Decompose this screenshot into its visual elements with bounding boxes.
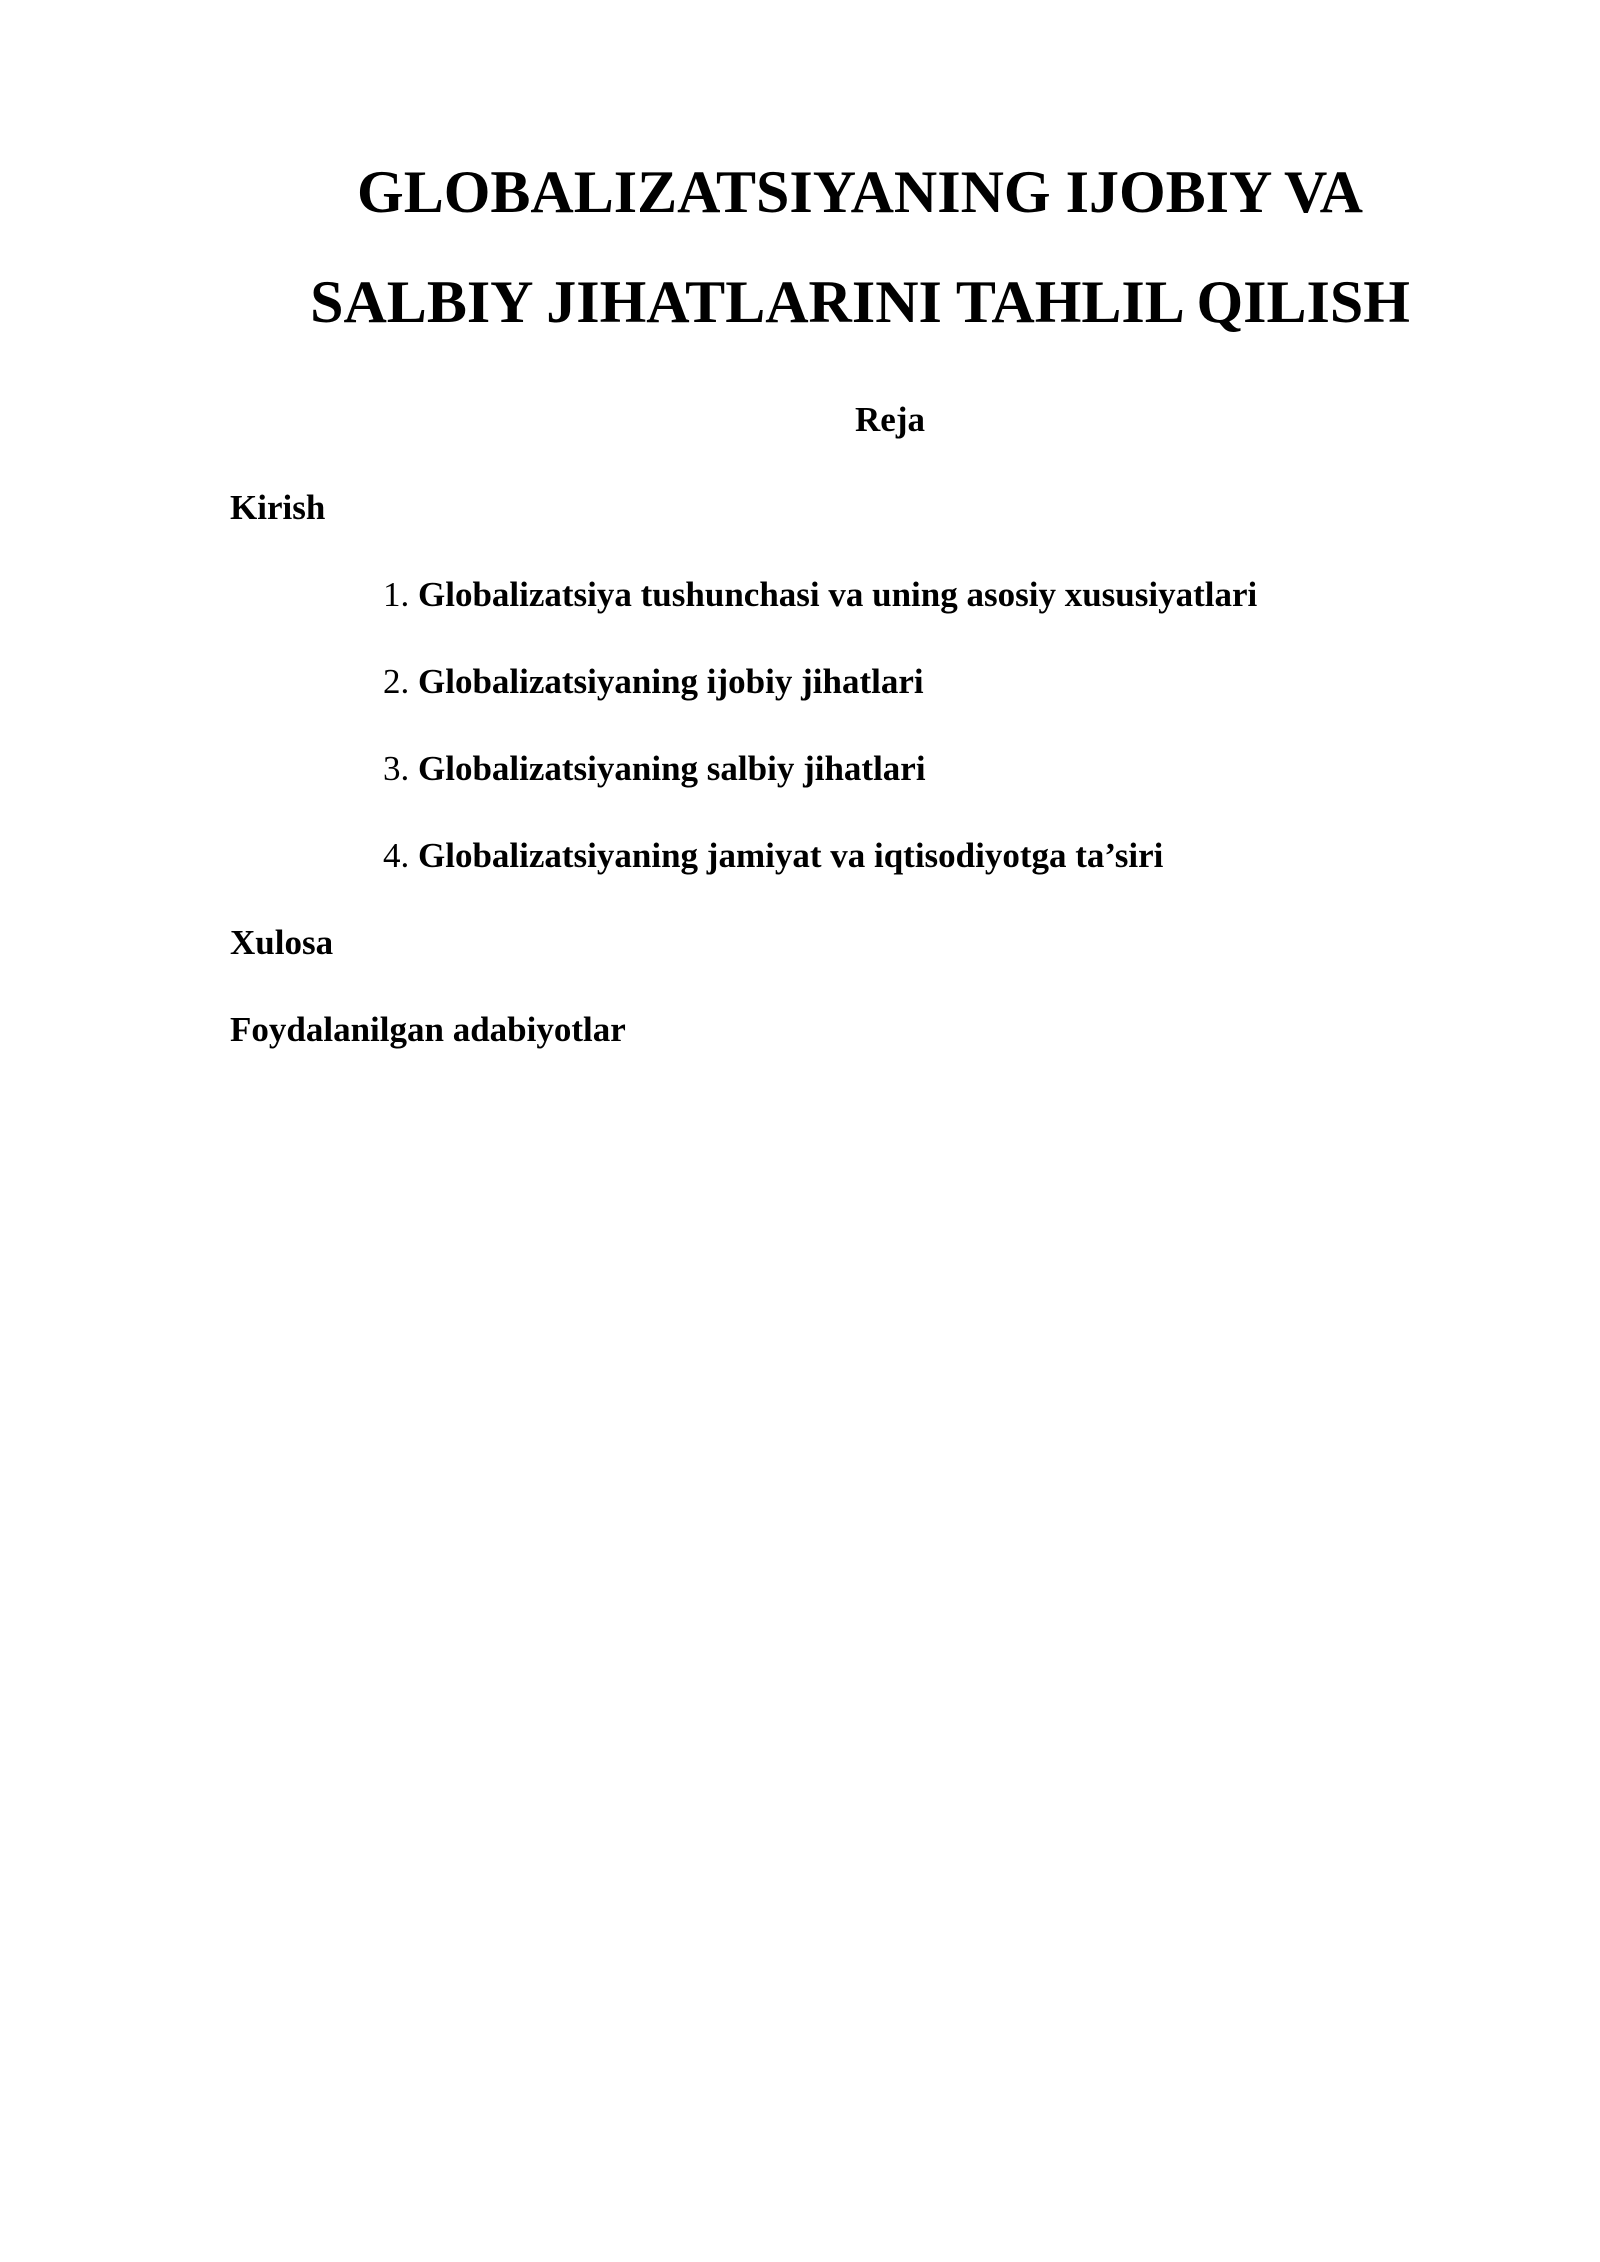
plan-item-number: 4. xyxy=(383,836,410,875)
plan-item-number: 3. xyxy=(383,749,410,788)
plan-heading: Reja xyxy=(855,400,925,439)
plan-item-number: 1. xyxy=(383,575,410,614)
plan-item-text: Globalizatsiya tushunchasi va uning asosiy xususiyatlari xyxy=(418,575,1258,614)
plan-item-text: Globalizatsiyaning salbiy jihatlari xyxy=(418,749,926,788)
plan-item xyxy=(383,577,1257,612)
plan-item xyxy=(383,751,926,786)
section-introduction: Kirish xyxy=(230,488,326,527)
section-references: Foydalanilgan adabiyotlar xyxy=(230,1010,626,1049)
plan-item-number: 2. xyxy=(383,662,410,701)
section-conclusion: Xulosa xyxy=(230,923,334,962)
document-title-line-1: GLOBALIZATSIYANING IJOBIY VA xyxy=(357,159,1363,225)
plan-item-text: Globalizatsiyaning ijobiy jihatlari xyxy=(418,662,924,701)
plan-item xyxy=(383,664,924,699)
plan-item-text: Globalizatsiyaning jamiyat va iqtisodiyotga ta’siri xyxy=(418,836,1164,875)
document-title-line-2: SALBIY JIHATLARINI TAHLIL QILISH xyxy=(310,269,1410,335)
plan-item xyxy=(383,838,1163,873)
